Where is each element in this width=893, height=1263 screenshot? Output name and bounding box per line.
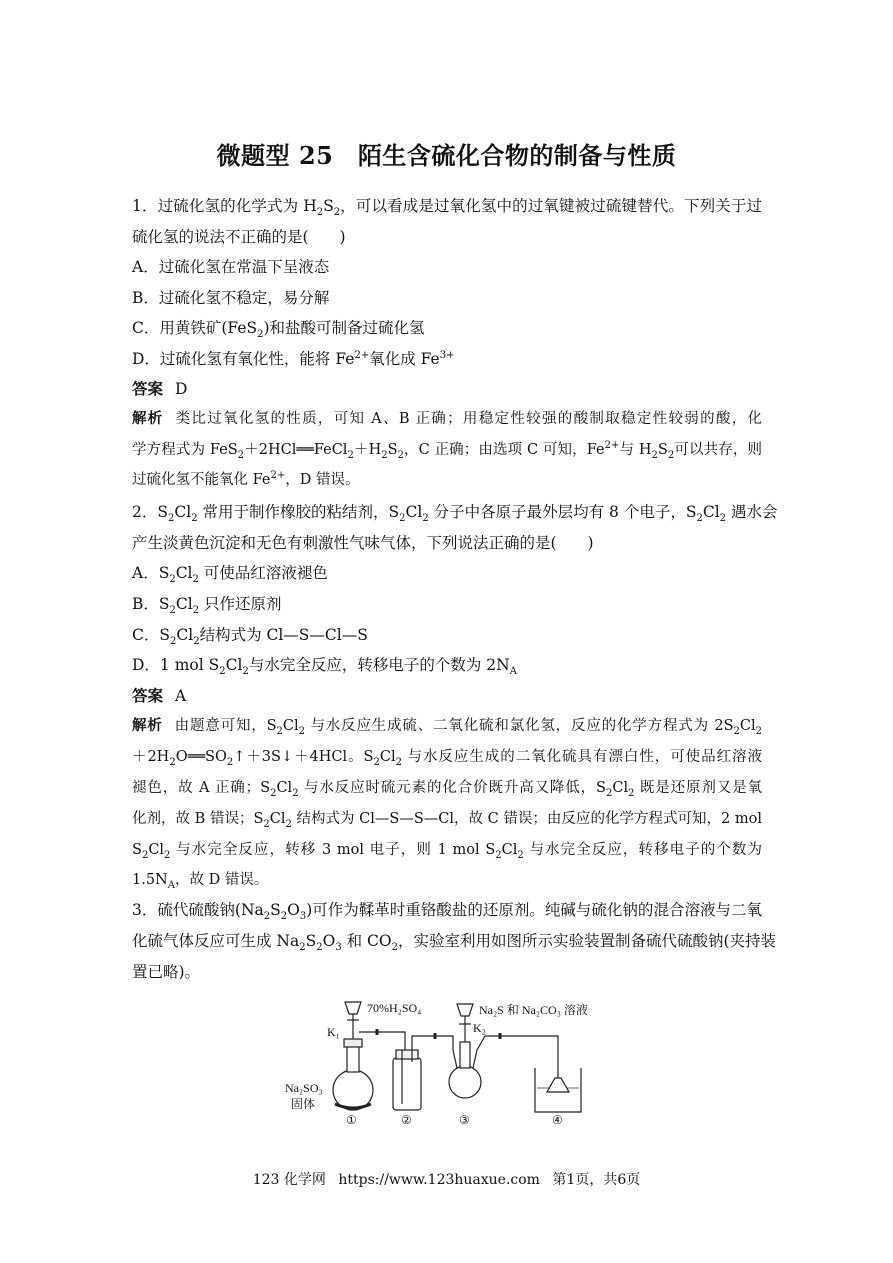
q2-option-c: C．$S_2Cl_2$结构式为 Cl—S—Cl—S <box>132 626 368 648</box>
q2-explanation-line4: 化剂，故 B 错误；$S_2Cl_2$ 结构式为 Cl—S—S—Cl，故 C 错误；由反应的化学方程式可知，2 mol <box>132 811 763 830</box>
q2-option-d: D．1 mol $S_2Cl_2$与水完全反应，转移电子的个数为 $2N_A$ <box>132 656 517 678</box>
q2-option-a: A．$S_2Cl_2$ 可使品红溶液褪色 <box>132 564 328 586</box>
q1-answer: 答案 D <box>132 379 188 398</box>
label-acid: 70%H₂SO₄ <box>367 1001 422 1015</box>
label-n1: ① <box>346 1113 357 1127</box>
q1-explanation-line2: 学方程式为 $FeS_2+2HCl══FeCl_2+H_2S_2$，C 正确；由选项 C 可知，$Fe^{2+}$与 $H_2S_2$可以共存，则 <box>132 440 762 461</box>
q1-option-b: B．过硫化氢不稳定，易分解 <box>132 289 330 307</box>
label-na2so3: Na₂SO₃ <box>285 1081 323 1095</box>
q2-explanation-line5: $S_2Cl_2$ 与水完全反应，转移 3 mol 电子，则 1 mol $S_2Cl_2$ 与水完全反应，转移电子的个数为 <box>132 842 763 861</box>
page-title: 微题型 25 陌生含硫化合物的制备与性质 <box>216 141 677 170</box>
label-n4: ④ <box>552 1113 563 1127</box>
q3-stem-line2: 化硫气体反应可生成 $Na_2S_2O_3$ 和 $CO_2$，实验室利用如图所示实验装置制备硫代硫酸钠(夹持装 <box>132 932 777 954</box>
q2-explanation-line3: 褪色，故 A 正确；$S_2Cl_2$ 与水反应时硫元素的化合价既升高又降低，$S_2Cl_2$ 既是还原剂又是氧 <box>132 780 763 799</box>
q2-stem-line1: 2．$S_2Cl_2$ 常用于制作橡胶的粘结剂，$S_2Cl_2$ 分子中各原子最外层均有 8 个电子，$S_2Cl_2$ 遇水会 <box>132 503 778 525</box>
q3-stem-line3: 置已略)。 <box>132 963 201 981</box>
bottle-2 <box>393 1033 453 1110</box>
q3-stem-line1: 3．硫代硫酸钠$(Na_2S_2O_3)$可作为鞣革时重铬酸盐的还原剂。纯碱与硫化钠的混合溶液与二氧 <box>132 901 762 923</box>
label-k1: K₁ <box>327 1025 340 1039</box>
footer-site: 123 化学网 <box>252 1172 326 1188</box>
q2-option-b: B．$S_2Cl_2$ 只作还原剂 <box>132 595 282 617</box>
q2-answer: 答案 A <box>132 686 187 705</box>
page-footer <box>0 1169 893 1189</box>
q1-stem-line1: 1．过硫化氢的化学式为 $H_2S_2$，可以看成是过氧化氢中的过氧键被过硫键替代。下列关于过 <box>132 197 762 219</box>
q2-stem-line2: 产生淡黄色沉淀和无色有刺激性气味气体，下列说法正确的是( ) <box>132 534 594 552</box>
flask-3 <box>449 1004 558 1098</box>
flask-1 <box>333 1002 373 1110</box>
footer-page-number: 第1页，共6页 <box>552 1172 641 1188</box>
q1-explanation-line1: 解析 类比过氧化氢的性质，可知 A、B 正确；用稳定性较强的酸制取稳定性较弱的酸，化 <box>132 410 762 427</box>
apparatus-figure <box>275 992 625 1127</box>
label-solid: 固体 <box>291 1097 316 1111</box>
q2-explanation-line2: $+2H_2O══SO_2↑+3S↓+4HCl$。$S_2Cl_2$ 与水反应生成的二氧化硫具有漂白性，可使品红溶液 <box>132 749 762 768</box>
q1-option-c: C．用黄铁矿(FeS$_2$)和盐酸可制备过硫化氢 <box>132 319 425 341</box>
q2-explanation-line1: 解析 由题意可知，$S_2Cl_2$ 与水反应生成硫、二氧化硫和氯化氢，反应的化学方程式为 $2S_2Cl_2$ <box>132 717 763 737</box>
label-solution: Na₂S 和 Na₂CO₃ 溶液 <box>479 1003 588 1017</box>
label-n2: ② <box>401 1113 412 1127</box>
footer-url[interactable]: https://www.123huaxue.com <box>338 1172 540 1188</box>
label-k2: K₂ <box>473 1021 486 1035</box>
q2-explanation-line6: $1.5N_A$，故 D 错误。 <box>132 872 269 891</box>
q1-stem-line2: 硫化氢的说法不正确的是( ) <box>132 228 346 246</box>
label-n3: ③ <box>459 1113 470 1127</box>
beaker-4 <box>535 1062 581 1112</box>
q1-option-d: D．过硫化氢有氧化性，能将 $Fe^{2+}$氧化成 $Fe^{3+}$ <box>132 349 455 368</box>
q1-option-a: A．过硫化氢在常温下呈液态 <box>132 258 330 276</box>
q1-explanation-line3: 过硫化氢不能氧化 $Fe^{2+}$，D 错误。 <box>132 470 360 488</box>
